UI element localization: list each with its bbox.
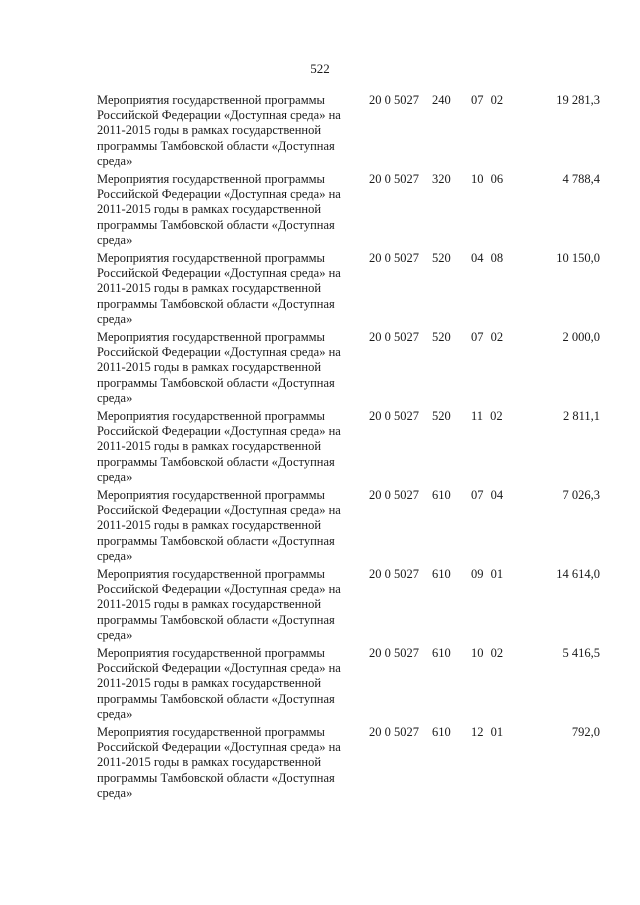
row-expense-type: 520 — [432, 409, 451, 423]
row-description: Мероприятия государственной программы Российской Федерации «Доступная среда» на 2011-2015 годы в рамках государственной программы Тамбовской области «Доступная среда» — [97, 725, 341, 800]
row-target-code: 20 0 5027 — [369, 172, 419, 186]
table-row — [0, 409, 640, 485]
row-target-code: 20 0 5027 — [369, 725, 419, 739]
row-target-code: 20 0 5027 — [369, 93, 419, 107]
row-section: 09 01 — [471, 567, 504, 581]
row-amount: 2 000,0 — [562, 330, 600, 344]
row-amount: 792,0 — [571, 725, 600, 739]
row-expense-type: 320 — [432, 172, 451, 186]
row-section: 11 02 — [471, 409, 503, 423]
row-target-code: 20 0 5027 — [369, 409, 419, 423]
row-amount: 4 788,4 — [562, 172, 600, 186]
row-description: Мероприятия государственной программы Российской Федерации «Доступная среда» на 2011-2015 годы в рамках государственной программы Тамбовской области «Доступная среда» — [97, 172, 341, 247]
row-description: Мероприятия государственной программы Российской Федерации «Доступная среда» на 2011-2015 годы в рамках государственной программы Тамбовской области «Доступная среда» — [97, 646, 341, 721]
row-amount: 5 416,5 — [562, 646, 600, 660]
row-section: 10 06 — [471, 172, 504, 186]
table-row — [0, 251, 640, 327]
row-expense-type: 520 — [432, 330, 451, 344]
row-target-code: 20 0 5027 — [369, 251, 419, 265]
row-section: 07 02 — [471, 330, 504, 344]
page-number: 522 — [310, 61, 330, 76]
row-expense-type: 610 — [432, 567, 451, 581]
row-section: 12 01 — [471, 725, 504, 739]
row-description: Мероприятия государственной программы Российской Федерации «Доступная среда» на 2011-2015 годы в рамках государственной программы Тамбовской области «Доступная среда» — [97, 251, 341, 326]
table-row — [0, 646, 640, 722]
table-row — [0, 567, 640, 643]
row-amount: 2 811,1 — [562, 409, 600, 423]
row-description: Мероприятия государственной программы Российской Федерации «Доступная среда» на 2011-2015 годы в рамках государственной программы Тамбовской области «Доступная среда» — [97, 488, 341, 563]
row-expense-type: 240 — [432, 93, 451, 107]
table-row — [0, 488, 640, 564]
row-description: Мероприятия государственной программы Российской Федерации «Доступная среда» на 2011-2015 годы в рамках государственной программы Тамбовской области «Доступная среда» — [97, 330, 341, 405]
row-section: 10 02 — [471, 646, 504, 660]
row-expense-type: 520 — [432, 251, 451, 265]
row-section: 04 08 — [471, 251, 504, 265]
row-expense-type: 610 — [432, 646, 451, 660]
row-target-code: 20 0 5027 — [369, 646, 419, 660]
table-row — [0, 172, 640, 248]
row-amount: 19 281,3 — [556, 93, 600, 107]
row-amount: 7 026,3 — [562, 488, 600, 502]
row-target-code: 20 0 5027 — [369, 330, 419, 344]
table-row — [0, 725, 640, 801]
row-section: 07 04 — [471, 488, 504, 502]
row-expense-type: 610 — [432, 725, 451, 739]
table-row — [0, 93, 640, 169]
row-description: Мероприятия государственной программы Российской Федерации «Доступная среда» на 2011-2015 годы в рамках государственной программы Тамбовской области «Доступная среда» — [97, 409, 341, 484]
row-description: Мероприятия государственной программы Российской Федерации «Доступная среда» на 2011-2015 годы в рамках государственной программы Тамбовской области «Доступная среда» — [97, 567, 341, 642]
row-target-code: 20 0 5027 — [369, 488, 419, 502]
row-description: Мероприятия государственной программы Российской Федерации «Доступная среда» на 2011-2015 годы в рамках государственной программы Тамбовской области «Доступная среда» — [97, 93, 341, 168]
table-row — [0, 330, 640, 406]
row-amount: 14 614,0 — [556, 567, 600, 581]
row-amount: 10 150,0 — [556, 251, 600, 265]
row-section: 07 02 — [471, 93, 504, 107]
row-expense-type: 610 — [432, 488, 451, 502]
row-target-code: 20 0 5027 — [369, 567, 419, 581]
